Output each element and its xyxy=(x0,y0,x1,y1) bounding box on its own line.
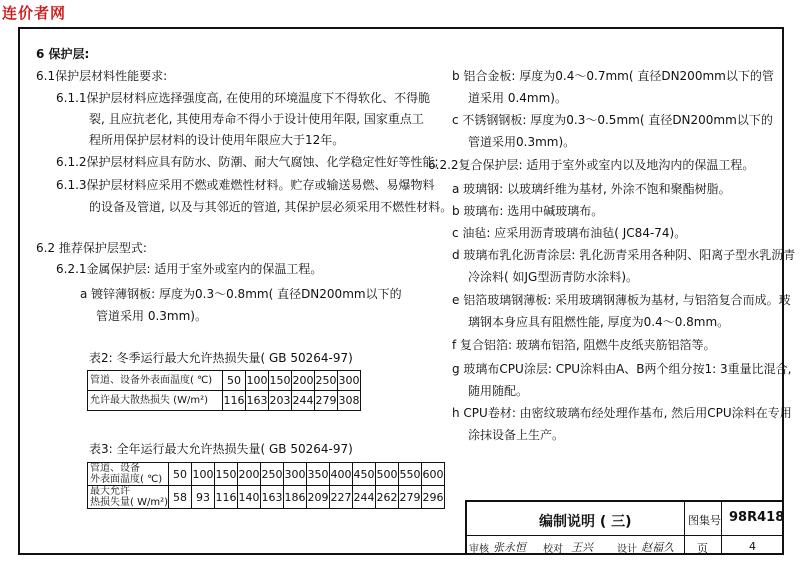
table-row xyxy=(88,463,445,486)
site-watermark: 连价者网 xyxy=(2,4,67,22)
table-cell: 140 xyxy=(238,486,261,509)
section-6-2-1: 6.2.1金属保护层: 适用于室外或室内的保温工程。 xyxy=(56,262,323,276)
composite-item-b: b 玻璃布: 选用中碱玻璃布。 xyxy=(452,204,604,218)
check-signature: 王兴 xyxy=(571,541,593,554)
composite-item-d-line2: 冷涂料( 如JG型沥青防水涂料)。 xyxy=(468,270,639,284)
table2-row1-label: 管道、设备外表面温度( ℃) xyxy=(88,371,223,391)
table-cell: 227 xyxy=(330,486,353,509)
table-cell: 308 xyxy=(338,391,361,411)
page-number: 4 xyxy=(749,540,756,553)
section-6-1: 6.1保护层材料性能要求: xyxy=(36,69,168,83)
table-cell: 600 xyxy=(422,463,445,486)
table-cell: 209 xyxy=(307,486,330,509)
page-label: 页 xyxy=(697,542,708,555)
section-6-2: 6.2 推荐保护层型式: xyxy=(36,241,147,255)
design-label: 设计 xyxy=(617,544,637,555)
table-cell: 350 xyxy=(307,463,330,486)
composite-item-d-line1: d 玻璃布乳化沥青涂层: 乳化沥青采用各种阴、阳离子型水乳沥青 xyxy=(452,248,796,262)
table3-row1-label xyxy=(88,463,169,486)
table3-row2-label xyxy=(88,486,169,509)
title-block-divider xyxy=(467,535,783,536)
section-6-1-1-line2: 裂, 且应抗老化, 其使用寿命不得小于设计使用年限, 国家重点工 xyxy=(89,112,424,126)
table2-row2-label: 允许最大散热损失 (W/m²) xyxy=(88,391,223,411)
table-cell: 100 xyxy=(246,371,269,391)
table-cell: 150 xyxy=(215,463,238,486)
review-label: 审核 xyxy=(469,544,489,555)
composite-item-e-line2: 璃钢本身应具有阻燃性能, 厚度为0.4～0.8mm。 xyxy=(468,315,730,329)
table-cell: 250 xyxy=(315,371,338,391)
section-6-1-1-line3: 程所用保护层材料的设计使用年限应大于12年。 xyxy=(89,133,345,147)
table-cell: 150 xyxy=(269,371,292,391)
table-cell: 550 xyxy=(399,463,422,486)
section-6-1-3-line2: 的设备及管道, 以及与其邻近的管道, 其保护层必须采用不燃性材料。 xyxy=(89,200,453,214)
table-cell: 279 xyxy=(399,486,422,509)
table-cell: 200 xyxy=(238,463,261,486)
item-c-line1: c 不锈钢钢板: 厚度为0.3～0.5mm( 直径DN200mm以下的 xyxy=(452,113,773,127)
composite-item-a: a 玻璃钢: 以玻璃纤维为基材, 外涂不饱和聚酯树脂。 xyxy=(452,182,731,196)
table-cell: 500 xyxy=(376,463,399,486)
table-row xyxy=(88,486,445,509)
drawing-title: 编制说明 ( 三) xyxy=(539,514,632,530)
table-cell: 116 xyxy=(223,391,246,411)
table2 xyxy=(87,370,361,411)
section-6-2-1-a-line1: a 镀锌薄钢板: 厚度为0.3～0.8mm( 直径DN200mm以下的 xyxy=(80,287,402,301)
atlas-number: 98R418 xyxy=(729,510,785,525)
table3-caption: 表3: 全年运行最大允许热损失量( GB 50264-97) xyxy=(89,442,353,456)
table-cell: 50 xyxy=(169,463,192,486)
table2-caption: 表2: 冬季运行最大允许热损失量( GB 50264-97) xyxy=(89,351,353,365)
table-row xyxy=(88,371,361,391)
section-6-2-2: 6.2.2复合保护层: 适用于室外或室内以及地沟内的保温工程。 xyxy=(428,158,755,172)
atlas-label: 图集号 xyxy=(688,514,721,527)
table-cell: 203 xyxy=(269,391,292,411)
table-cell: 100 xyxy=(192,463,215,486)
table-cell: 250 xyxy=(261,463,284,486)
section-6-1-1-line1: 6.1.1保护层材料应选择强度高, 在使用的环境温度下不得软化、不得脆 xyxy=(56,91,431,105)
table3-row2-label-b: 热损失量( W/m²) xyxy=(90,497,168,508)
table-cell: 163 xyxy=(261,486,284,509)
review-signature: 张永恒 xyxy=(493,541,526,554)
table3 xyxy=(87,462,445,509)
table-cell: 93 xyxy=(192,486,215,509)
composite-item-g-line1: g 玻璃布CPU涂层: CPU涂料由A、B两个组分按1: 3重量比混合, xyxy=(452,362,792,376)
table-cell: 262 xyxy=(376,486,399,509)
title-block xyxy=(465,500,783,554)
section-6-heading: 6 保护层: xyxy=(36,47,90,61)
table-cell: 300 xyxy=(338,371,361,391)
section-6-2-1-a-line2: 管道采用 0.3mm)。 xyxy=(96,309,207,323)
table-cell: 50 xyxy=(223,371,246,391)
check-label: 校对 xyxy=(543,544,563,555)
item-b-line2: 道采用 0.4mm)。 xyxy=(468,91,567,105)
table-cell: 116 xyxy=(215,486,238,509)
table-cell: 163 xyxy=(246,391,269,411)
composite-item-g-line2: 随用随配。 xyxy=(468,384,529,398)
table-cell: 296 xyxy=(422,486,445,509)
table-cell: 400 xyxy=(330,463,353,486)
table-cell: 186 xyxy=(284,486,307,509)
table3-row2-label-a: 最大允许 xyxy=(90,486,130,497)
composite-item-c: c 油毡: 应采用沥青玻璃布油毡( JC84-74)。 xyxy=(452,226,687,240)
table-row xyxy=(88,391,361,411)
title-block-divider xyxy=(721,502,722,554)
composite-item-h-line2: 涂抹设备上生产。 xyxy=(468,428,565,442)
table3-row1-label-b: 外表面温度( ℃) xyxy=(90,474,163,485)
section-6-1-2: 6.1.2保护层材料应具有防水、防潮、耐大气腐蚀、化学稳定性好等性能; xyxy=(56,155,439,169)
composite-item-e-line1: e 铝箔玻璃钢薄板: 采用玻璃钢薄板为基材, 与铝箔复合而成。玻 xyxy=(452,293,791,307)
table-cell: 279 xyxy=(315,391,338,411)
item-b-line1: b 铝合金板: 厚度为0.4～0.7mm( 直径DN200mm以下的管 xyxy=(452,69,774,83)
table-cell: 200 xyxy=(292,371,315,391)
item-c-line2: 管道采用0.3mm)。 xyxy=(468,135,576,149)
section-6-1-3-line1: 6.1.3保护层材料应采用不燃或难燃性材料。贮存或输送易燃、易爆物料 xyxy=(56,178,435,192)
composite-item-f: f 复合铝箔: 玻璃布铝箔, 阻燃牛皮纸夹筋铝箔等。 xyxy=(452,338,716,352)
table3-row1-label-a: 管道、设备 xyxy=(90,463,140,474)
design-signature: 赵福久 xyxy=(641,541,674,554)
table-cell: 244 xyxy=(353,486,376,509)
table-cell: 58 xyxy=(169,486,192,509)
table-cell: 450 xyxy=(353,463,376,486)
table-cell: 300 xyxy=(284,463,307,486)
title-block-divider xyxy=(684,502,685,535)
composite-item-h-line1: h CPU卷材: 由密纹玻璃布经处理作基布, 然后用CPU涂料在专用 xyxy=(452,406,792,420)
title-block-divider xyxy=(684,535,685,554)
table-cell: 244 xyxy=(292,391,315,411)
